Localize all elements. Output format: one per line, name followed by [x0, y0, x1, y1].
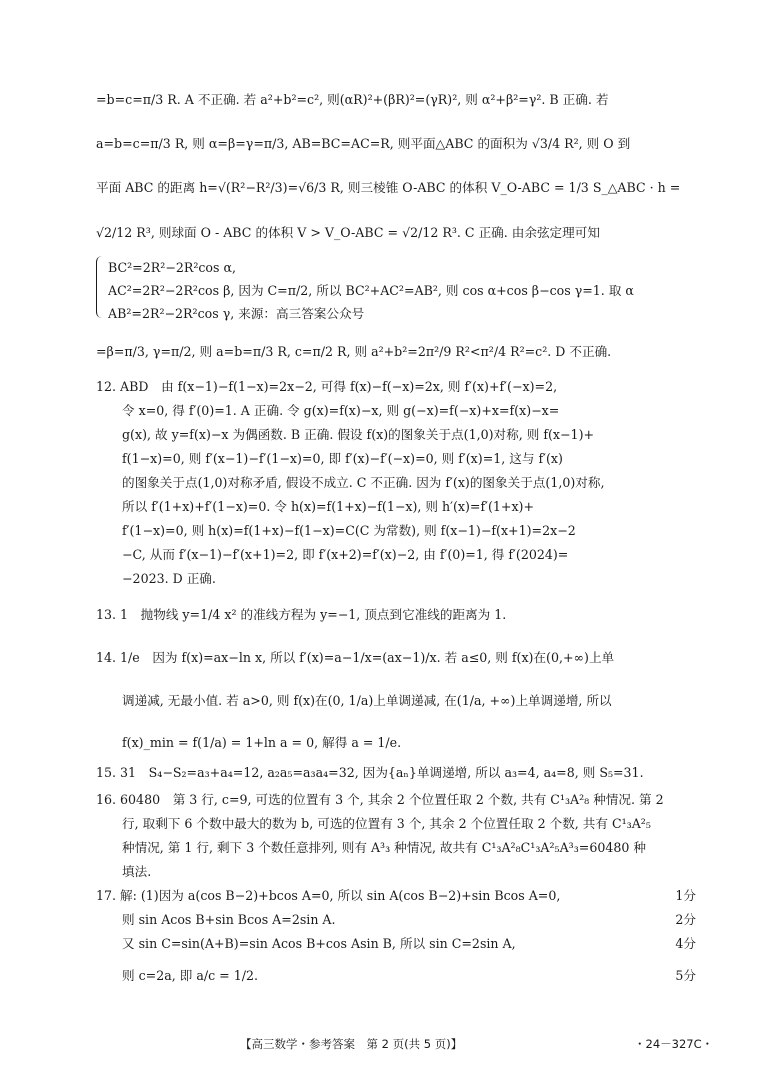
answer-17-line: 则 c=2a, 即 a/c = 1/2. — [122, 968, 258, 983]
cases-line: BC²=2R²−2R²cos α, — [108, 260, 236, 275]
text-line: =β=π/3, γ=π/2, 则 a=b=π/3 R, c=π/2 R, 则 a²+b²=2π²/9 R²<π²/4 R²=c². D 不正确. — [96, 344, 612, 359]
answer-12-line: 12. ABD 由 f(x−1)−f(1−x)=2x−2, 可得 f(x)−f(−x)=2x, 则 f′(x)+f′(−x)=2, — [96, 379, 558, 394]
cases-line: AB²=2R²−2R²cos γ, 来源：高三答案公众号 — [108, 306, 365, 321]
answer-16-line: 种情况, 第 1 行, 剩下 3 个数任意排列, 则有 A³₃ 种情况, 故共有 C¹₃A²₈C¹₃A²₅A³₃=60480 种 — [122, 840, 646, 855]
score-mark: 4分 — [675, 936, 696, 951]
answer-14-line: f(x)_min = f(1/a) = 1+ln a = 0, 解得 a = 1/e. — [122, 735, 402, 750]
answer-12-line: 所以 f′(1+x)+f′(1−x)=0. 令 h(x)=f(1+x)−f(1−x), 则 h′(x)=f′(1+x)+ — [122, 499, 535, 514]
answer-12-line: −2023. D 正确. — [122, 571, 216, 586]
answer-16-line: 16. 60480 第 3 行, c=9, 可选的位置有 3 个, 其余 2 个位置任取 2 个数, 共有 C¹₃A²₈ 种情况. 第 2 — [96, 792, 664, 807]
answer-17-line: 17. 解: (1)因为 a(cos B−2)+bcos A=0, 所以 sin A(cos B−2)+sin Bcos A=0, — [96, 888, 561, 903]
answer-17-line: 又 sin C=sin(A+B)=sin Acos B+cos Asin B, 所以 sin C=2sin A, — [122, 936, 516, 951]
answer-12-line: g(x), 故 y=f(x)−x 为偶函数. B 正确. 假设 f(x)的图象关于点(1,0)对称, 则 f(x−1)+ — [122, 427, 595, 442]
text-line: 平面 ABC 的距离 h=√(R²−R²/3)=√6/3 R, 则三棱锥 O-ABC 的体积 V_O-ABC = 1/3 S_△ABC · h = — [96, 180, 681, 195]
cases-line: AC²=2R²−2R²cos β, 因为 C=π/2, 所以 BC²+AC²=AB², 则 cos α+cos β−cos γ=1. 取 α — [108, 283, 634, 298]
answer-17-line: 则 sin Acos B+sin Bcos A=2sin A. — [122, 912, 336, 927]
answer-12-line: f(1−x)=0, 则 f′(x−1)−f′(1−x)=0, 即 f′(x)−f′(−x)=0, 则 f′(x)=1, 这与 f′(x) — [122, 451, 563, 466]
score-mark: 2分 — [675, 912, 696, 927]
answer-12-line: −C, 从而 f′(x−1)−f′(x+1)=2, 即 f′(x+2)=f′(x)−2, 由 f′(0)=1, 得 f′(2024)= — [122, 547, 569, 562]
answer-16-line: 填法. — [122, 864, 152, 879]
footer-title: 【高三数学・参考答案 第 2 页(共 5 页)】 — [240, 1037, 463, 1051]
answer-16-line: 行, 取剩下 6 个数中最大的数为 b, 可选的位置有 3 个, 其余 2 个位置任取 2 个数, 共有 C¹₃A²₅ — [122, 816, 651, 831]
answer-12-line: f′(1−x)=0, 则 h(x)=f(1+x)−f(1−x)=C(C 为常数), 则 f(x−1)−f(x+1)=2x−2 — [122, 523, 576, 538]
text-line: =b=c=π/3 R. A 不正确. 若 a²+b²=c², 则(αR)²+(βR)²=(γR)², 则 α²+β²=γ². B 正确. 若 — [96, 92, 609, 107]
page-footer — [0, 1036, 764, 1054]
score-mark: 5分 — [675, 968, 696, 983]
footer-code: ・24－327C・ — [634, 1037, 714, 1051]
answer-14-line: 调递减, 无最小值. 若 a>0, 则 f(x)在(0, 1/a)上单调递减, 在(1/a, +∞)上单调递增, 所以 — [122, 693, 612, 708]
answer-12-line: 令 x=0, 得 f′(0)=1. A 正确. 令 g(x)=f(x)−x, 则 g(−x)=f(−x)+x=f(x)−x= — [122, 403, 560, 418]
answer-15-line: 15. 31 S₄−S₂=a₃+a₄=12, a₂a₅=a₃a₄=32, 因为{aₙ}单调递增, 所以 a₃=4, a₄=8, 则 S₅=31. — [96, 765, 644, 780]
cases-brace — [96, 256, 105, 318]
score-mark: 1分 — [675, 888, 696, 903]
answer-13-line: 13. 1 抛物线 y=1/4 x² 的准线方程为 y=−1, 顶点到它准线的距离为 1. — [96, 607, 507, 622]
text-line: √2/12 R³, 则球面 O - ABC 的体积 V > V_O-ABC = √2/12 R³. C 正确. 由余弦定理可知 — [96, 225, 600, 240]
answer-12-line: 的图象关于点(1,0)对称矛盾, 假设不成立. C 不正确. 因为 f′(x)的图象关于点(1,0)对称, — [122, 475, 605, 490]
answer-14-line: 14. 1/e 因为 f(x)=ax−ln x, 所以 f′(x)=a−1/x=(ax−1)/x. 若 a≤0, 则 f(x)在(0,+∞)上单 — [96, 650, 615, 665]
text-line: a=b=c=π/3 R, 则 α=β=γ=π/3, AB=BC=AC=R, 则平面△ABC 的面积为 √3/4 R², 则 O 到 — [96, 136, 631, 151]
